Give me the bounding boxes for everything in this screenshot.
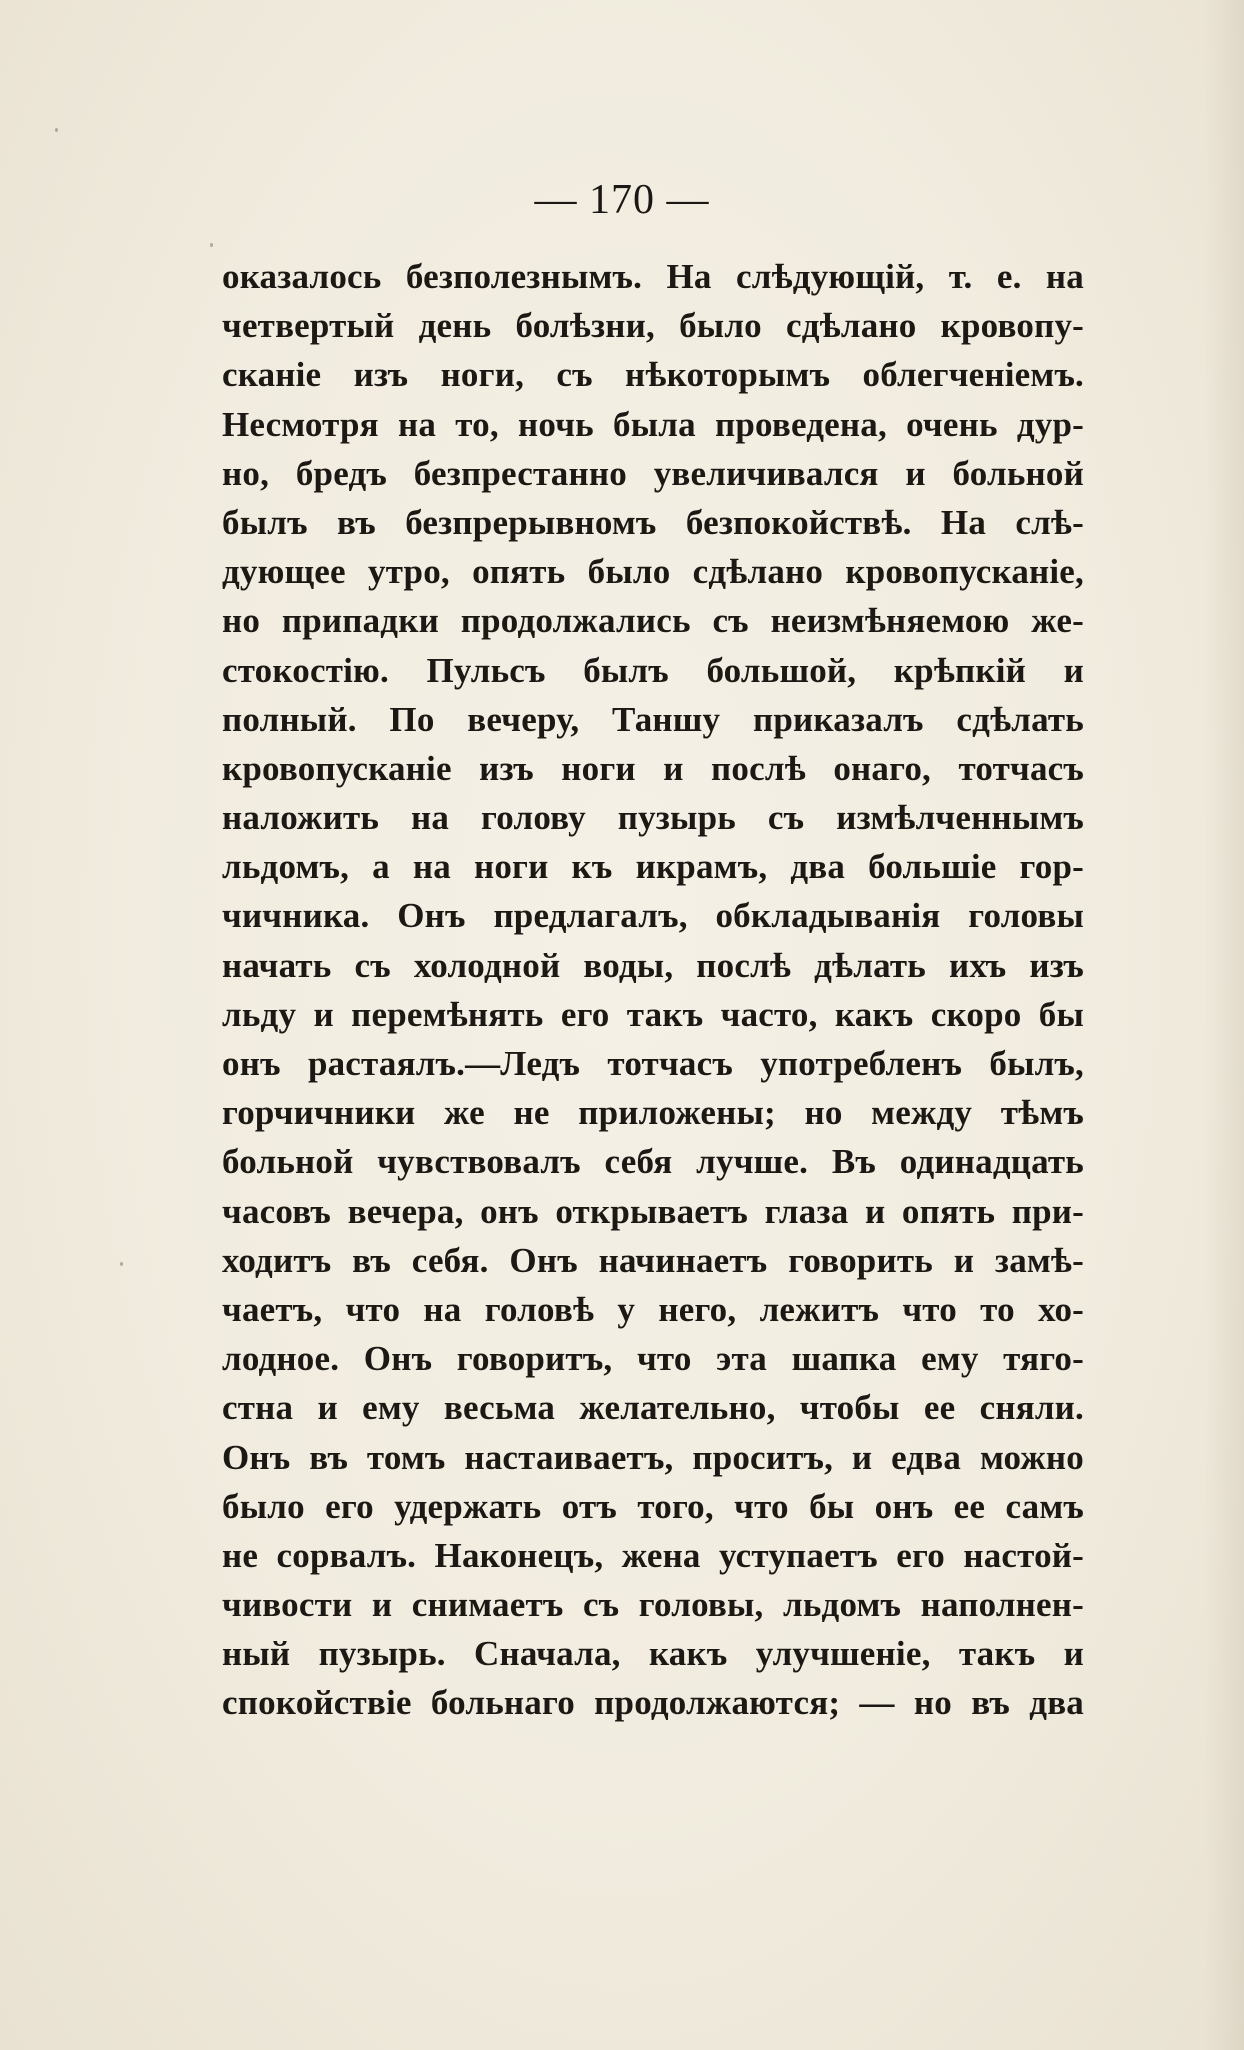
- text-line: кровопусканіе изъ ноги и послѣ онаго, тотчасъ: [222, 748, 1084, 788]
- text-line: горчичники же не приложены; но между тѣмъ: [222, 1093, 1084, 1133]
- text-line: лодное. Онъ говоритъ, что эта шапка ему тяго-: [222, 1339, 1084, 1379]
- text-line: часовъ вечера, онъ открываетъ глаза и опять при-: [222, 1191, 1084, 1231]
- text-line: но, бредъ безпрестанно увеличивался и больной: [222, 453, 1084, 493]
- paper-speck: [120, 1262, 123, 1266]
- text-line: стокостію. Пульсъ былъ большой, крѣпкій и: [222, 650, 1084, 690]
- text-line: Несмотря на то, ночь была проведена, очень дур-: [222, 404, 1084, 444]
- text-line: чивости и снимаетъ съ головы, льдомъ наполнен-: [222, 1585, 1084, 1625]
- body-text: [222, 252, 1084, 1728]
- text-line: начать съ холодной воды, послѣ дѣлать ихъ изъ: [222, 945, 1084, 985]
- text-line: ный пузырь. Сначала, какъ улучшеніе, такъ и: [222, 1634, 1084, 1674]
- text-line: льдомъ, а на ноги къ икрамъ, два большіе гор-: [222, 847, 1084, 887]
- text-line: но припадки продолжались съ неизмѣняемою же-: [222, 601, 1084, 641]
- text-line: больной чувствовалъ себя лучше. Въ одинадцать: [222, 1142, 1084, 1182]
- text-line: стна и ему весьма желательно, чтобы ее сняли.: [222, 1388, 1084, 1428]
- text-line: онъ растаялъ.—Ледъ тотчасъ употребленъ былъ,: [222, 1044, 1084, 1083]
- text-line: чаетъ, что на головѣ у него, лежитъ что то хо-: [222, 1289, 1084, 1329]
- text-line: чичника. Онъ предлагалъ, обкладыванія головы: [222, 896, 1084, 936]
- paper-speck: [55, 128, 58, 132]
- text-line: ходитъ въ себя. Онъ начинаетъ говорить и замѣ-: [222, 1240, 1084, 1280]
- text-line: было его удержать отъ того, что бы онъ ее самъ: [222, 1486, 1084, 1526]
- text-line: былъ въ безпрерывномъ безпокойствѣ. На слѣ-: [222, 502, 1084, 542]
- page-number: — 170 —: [534, 177, 710, 223]
- text-line: наложить на голову пузырь съ измѣлченнымъ: [222, 798, 1084, 838]
- text-line: спокойствіе больнаго продолжаются; — но въ два: [222, 1683, 1084, 1723]
- text-line: полный. По вечеру, Таншу приказалъ сдѣлать: [222, 699, 1084, 739]
- page-edge-shadow: [1204, 0, 1244, 2050]
- text-line: сканіе изъ ноги, съ нѣкоторымъ облегченіемъ.: [222, 355, 1084, 395]
- text-line: льду и перемѣнять его такъ часто, какъ скоро бы: [222, 994, 1084, 1034]
- text-line: оказалось безполезнымъ. На слѣдующій, т. е. на: [222, 257, 1084, 296]
- text-line: четвертый день болѣзни, было сдѣлано кровопу-: [222, 306, 1084, 346]
- text-line: дующее утро, опять было сдѣлано кровопусканіе,: [222, 552, 1084, 592]
- text-line: не сорвалъ. Наконецъ, жена уступаетъ его настой-: [222, 1535, 1084, 1575]
- text-line: Онъ въ томъ настаиваетъ, проситъ, и едва можно: [222, 1437, 1084, 1477]
- paper-speck: [210, 243, 213, 247]
